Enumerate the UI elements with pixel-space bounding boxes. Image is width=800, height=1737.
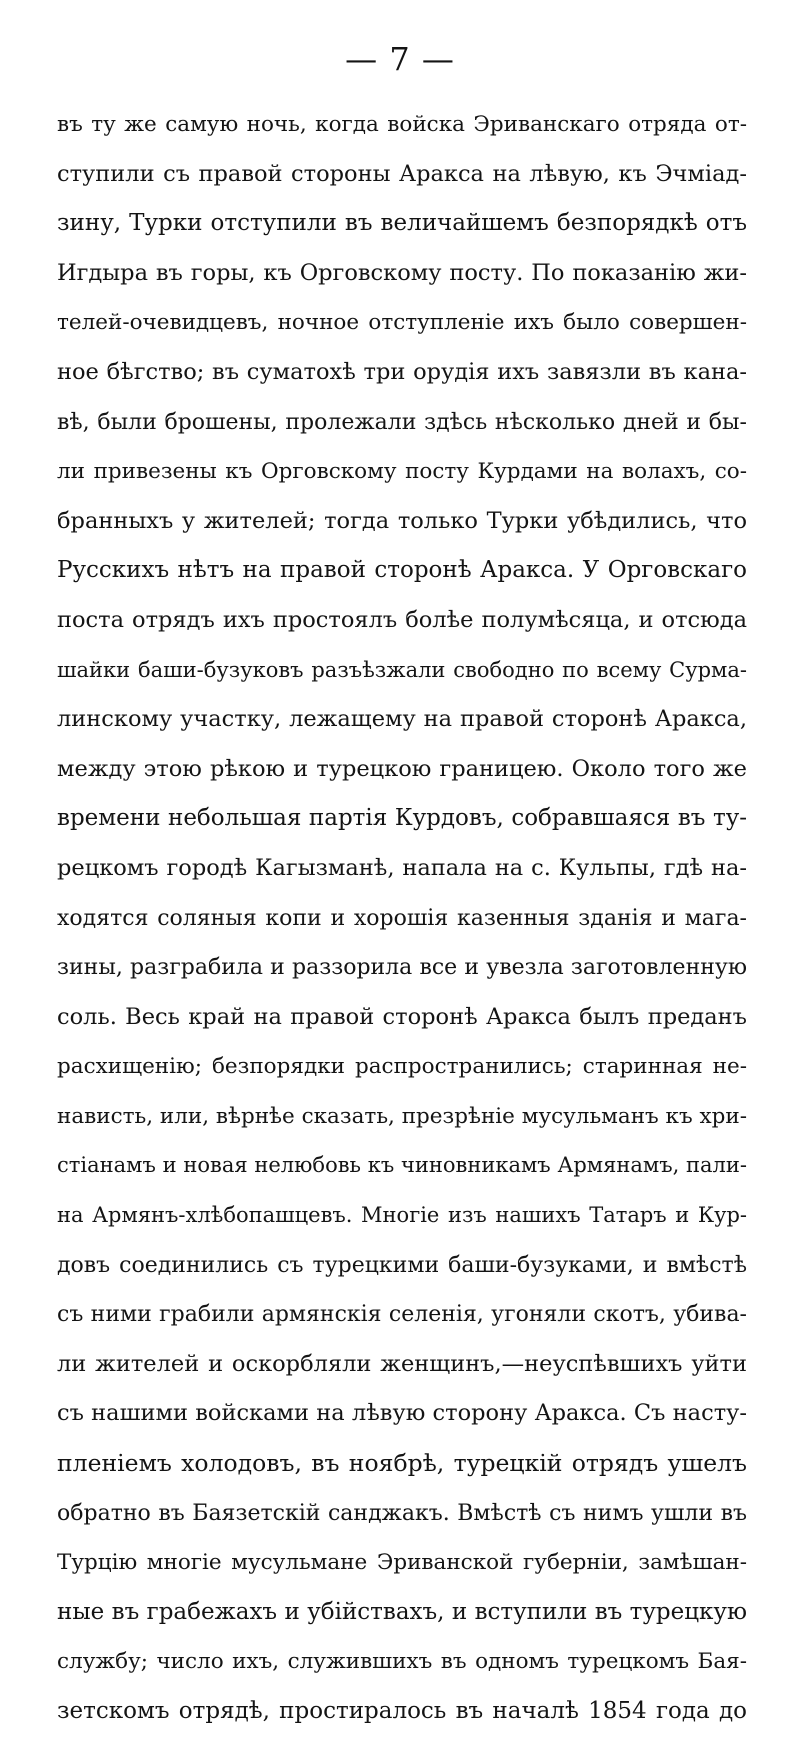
- body-text: [57, 100, 747, 1737]
- text-line: поста отрядъ ихъ простоялъ болѣе полумѣсяца, и отсюда: [57, 606, 747, 633]
- text-line: ные въ грабежахъ и убійствахъ, и вступили въ турецкую: [57, 1598, 747, 1625]
- text-line: службу; число ихъ, служившихъ въ одномъ турецкомъ Бая-: [57, 1649, 747, 1675]
- text-line: линскому участку, лежащему на правой сторонѣ Аракса,: [57, 706, 747, 733]
- text-line: нависть, или, вѣрнѣе сказать, презрѣніе мусульманъ къ хри-: [57, 1103, 747, 1129]
- page-number: — 7 —: [345, 40, 455, 78]
- text-line: на Армянъ-хлѣбопашцевъ. Многіе изъ нашихъ Татаръ и Кур-: [57, 1203, 747, 1228]
- text-line: ступили съ правой стороны Аракса на лѣвую, къ Эчміад-: [57, 160, 747, 187]
- text-line: пленіемъ холодовъ, въ ноябрѣ, турецкій отрядъ ушелъ: [57, 1449, 747, 1478]
- text-line: Игдыра въ горы, къ Орговскому посту. По показанію жи-: [57, 259, 747, 286]
- text-line: времени небольшая партія Курдовъ, собравшаяся въ ту-: [57, 805, 747, 832]
- text-line: бранныхъ у жителей; тогда только Турки убѣдились, что: [57, 507, 747, 534]
- text-line: ное бѣгство; въ суматохѣ три орудія ихъ завязли въ кана-: [57, 358, 747, 385]
- text-line: ли жителей и оскорбляли женщинъ,—неуспѣвшихъ уйти: [57, 1350, 747, 1377]
- text-line: зины, разграбила и раззорила все и увезла заготовленную: [57, 955, 747, 981]
- text-line: вѣ, были брошены, пролежали здѣсь нѣсколько дней и бы-: [57, 409, 747, 435]
- text-line: ходятся соляныя копи и хорошія казенныя зданія и мага-: [57, 905, 747, 931]
- text-line: съ ними грабили армянскія селенія, угоняли скотъ, убива-: [57, 1302, 747, 1328]
- text-line: зину, Турки отступили въ величайшемъ безпорядкѣ отъ: [57, 210, 747, 237]
- text-line: ли привезены къ Орговскому посту Курдами на волахъ, со-: [57, 459, 747, 485]
- text-line: стіанамъ и новая нелюбовь къ чиновникамъ Армянамъ, пали-: [57, 1153, 747, 1178]
- text-line: довъ соединились съ турецкими баши-бузуками, и вмѣстѣ: [57, 1252, 747, 1278]
- text-line: рецкомъ городѣ Кагызманѣ, напала на с. Кульпы, гдѣ на-: [57, 854, 747, 881]
- text-line: расхищенію; безпорядки распространились; старинная не-: [57, 1054, 747, 1080]
- text-line: въ ту же самую ночь, когда войска Эриванскаго отряда от-: [57, 112, 747, 137]
- text-line: соль. Весь край на правой сторонѣ Аракса былъ преданъ: [57, 1003, 747, 1030]
- text-line: съ нашими войсками на лѣвую сторону Аракса. Съ насту-: [57, 1400, 747, 1427]
- text-line: Турцію многіе мусульмане Эриванской губерніи, замѣшан-: [57, 1550, 747, 1576]
- text-line: зетскомъ отрядѣ, простиралось въ началѣ 1854 года до: [57, 1698, 747, 1724]
- text-line: обратно въ Баязетскій санджакъ. Вмѣстѣ съ нимъ ушли въ: [57, 1500, 747, 1526]
- text-line: шайки баши-бузуковъ разъѣзжали свободно по всему Сурма-: [57, 657, 747, 682]
- text-line: между этою рѣкою и турецкою границею. Около того же: [57, 755, 747, 782]
- text-line: Русскихъ нѣтъ на правой сторонѣ Аракса. У Орговскаго: [57, 557, 747, 584]
- text-line: телей-очевидцевъ, ночное отступленіе ихъ было совершен-: [57, 310, 747, 336]
